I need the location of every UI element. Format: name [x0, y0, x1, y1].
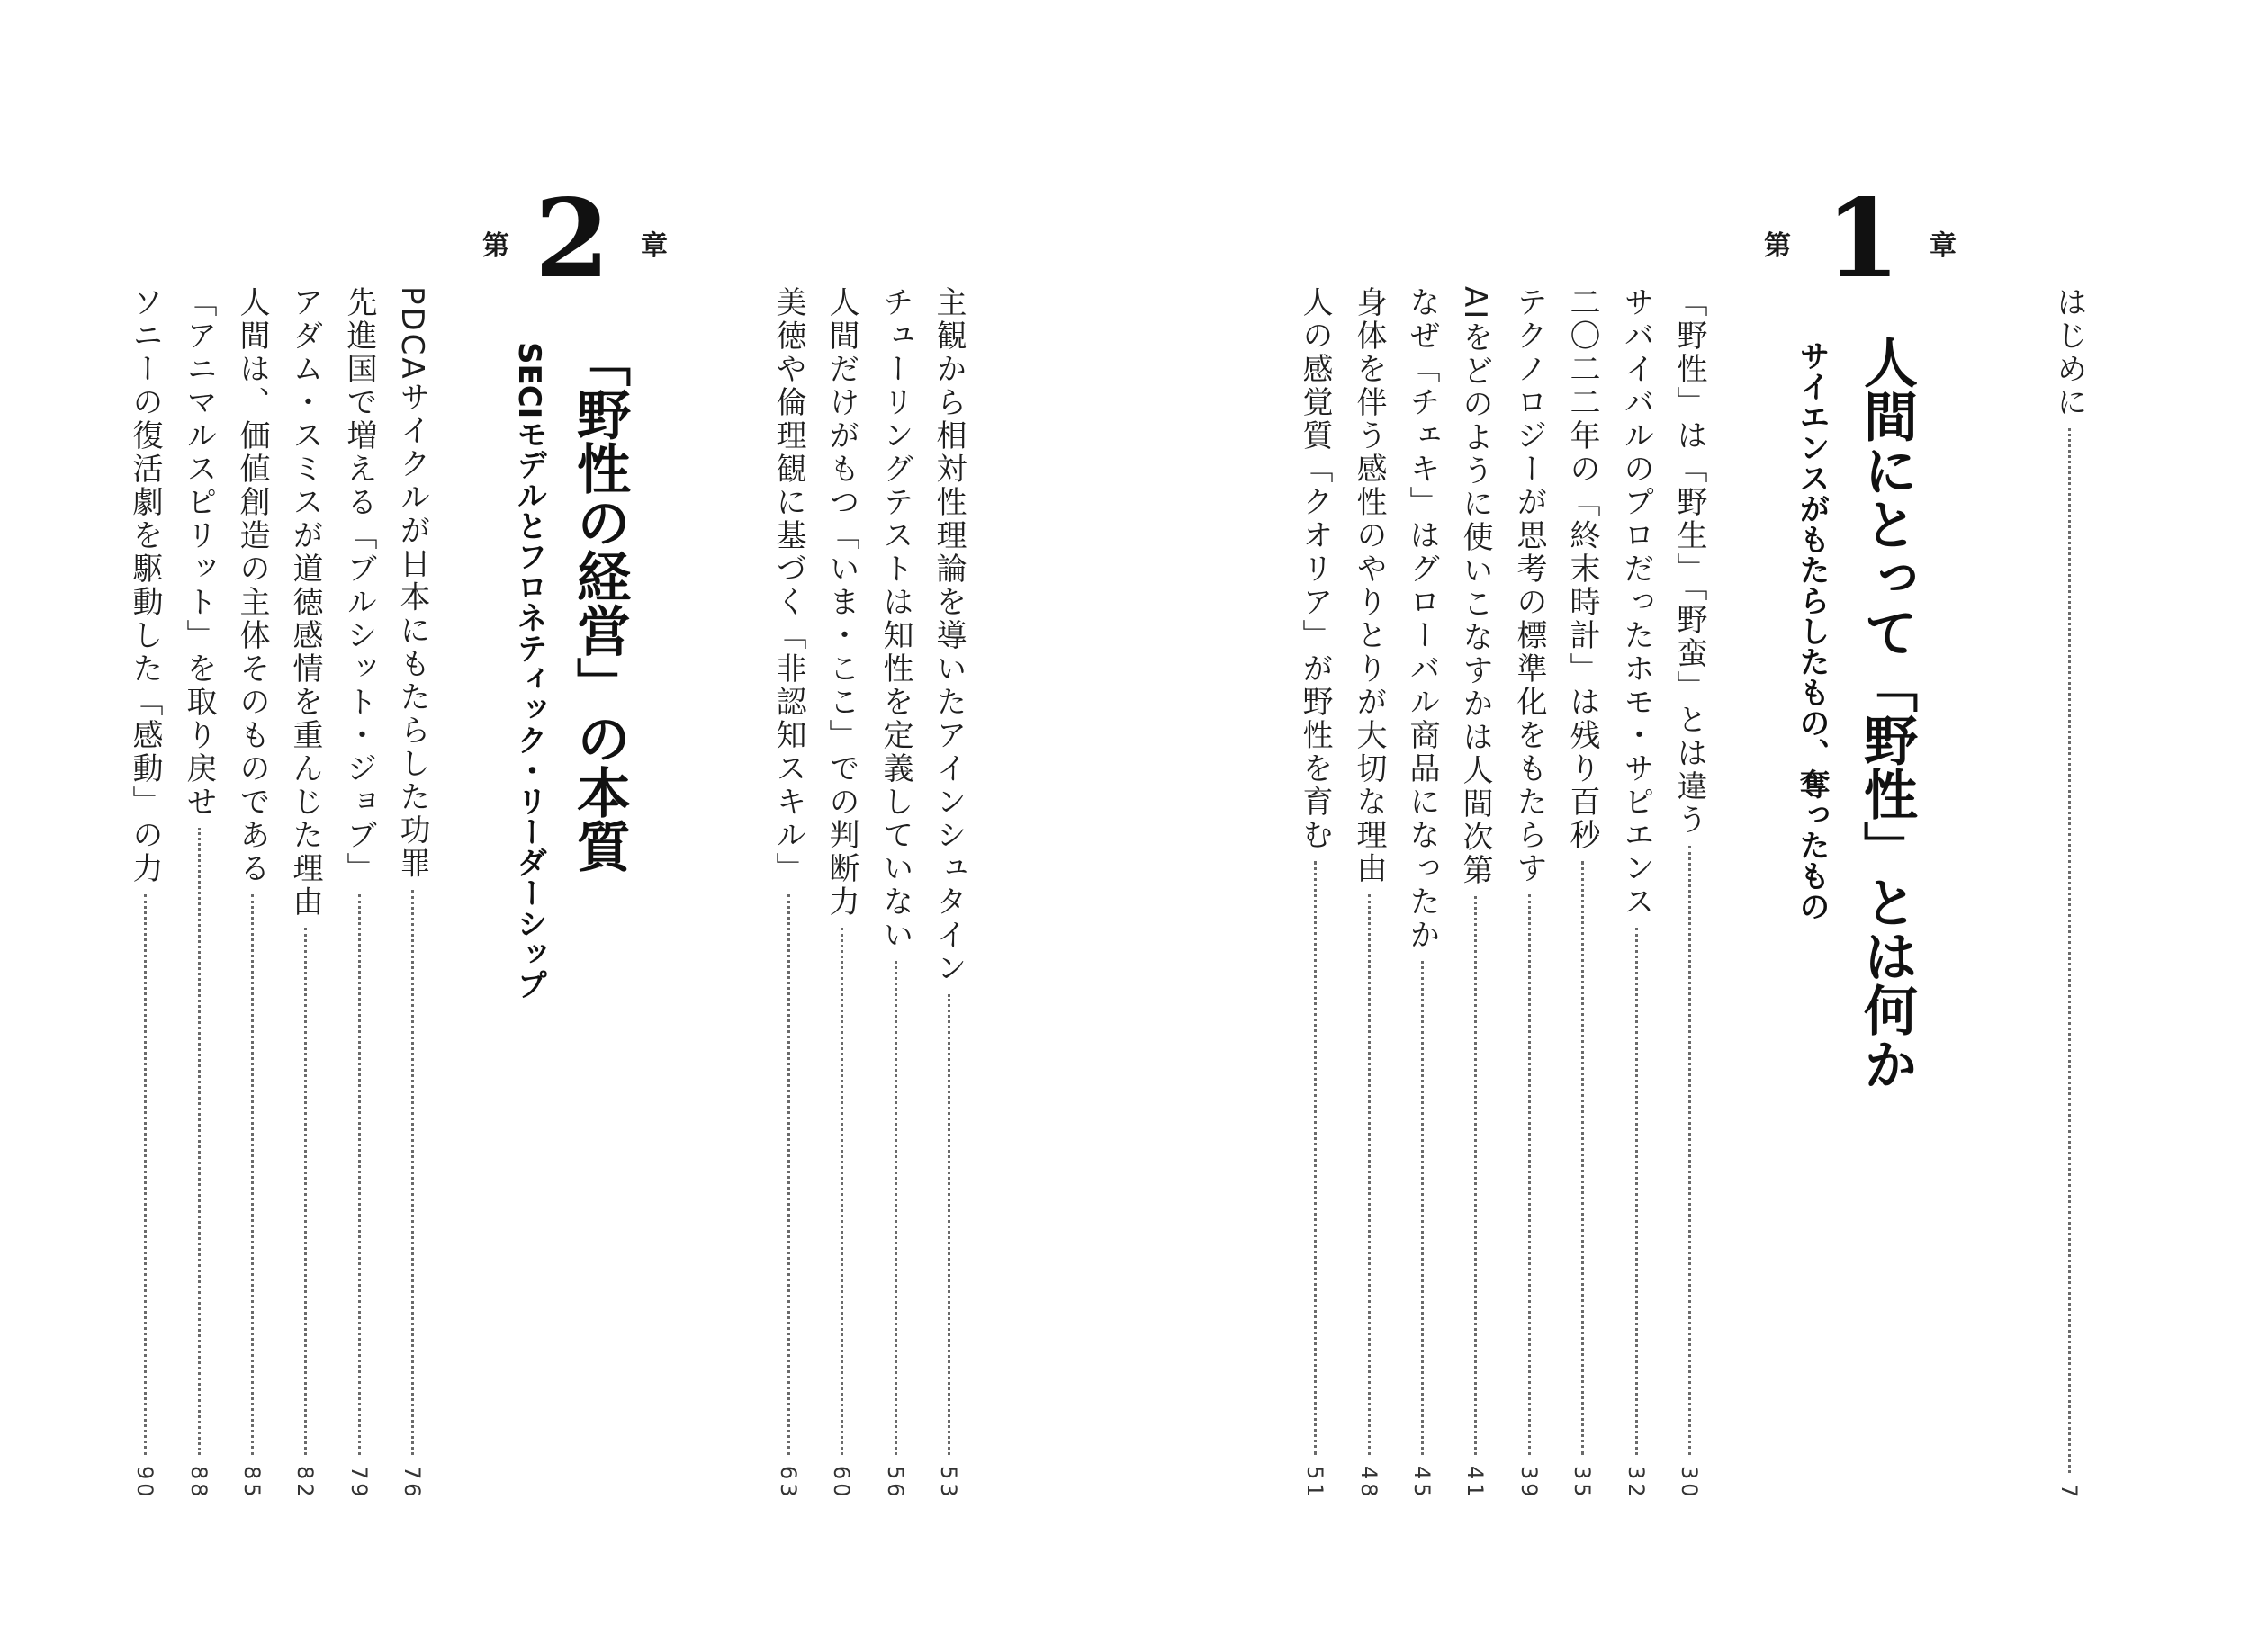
toc-entry[interactable] — [1404, 286, 1440, 1501]
toc-entry-page: 32 — [1624, 1466, 1649, 1501]
chapter2-title: 「野性の経営」の本質 — [568, 333, 631, 873]
toc-entry[interactable] — [127, 286, 163, 1501]
leader-dots — [198, 828, 201, 1455]
toc-entry-label: PDCAサイクルが日本にもたらした功罪 — [394, 286, 430, 881]
chapter1-subtitle: サイエンスがもたらしたもの、奪ったもの — [1794, 340, 1830, 921]
toc-entry-label: サバイバルのプロだったホモ・サピエンス — [1618, 286, 1654, 919]
toc-entry-page: 90 — [132, 1466, 158, 1501]
toc-entry-page: 79 — [346, 1466, 372, 1501]
chapter2-number: 2 — [535, 175, 610, 302]
leader-dots — [411, 890, 414, 1456]
toc-entry-label: 人間だけがもつ「いま・ここ」での判断力 — [824, 286, 860, 919]
toc-entry[interactable] — [287, 286, 323, 1501]
toc-entry-label: はじめに — [2051, 286, 2087, 419]
toc-entry-label: 「アニマルスピリット」を取り戻せ — [181, 286, 217, 819]
toc-entry-page: 39 — [1516, 1466, 1542, 1501]
leader-dots — [1635, 928, 1638, 1455]
toc-entry-page: 82 — [292, 1466, 318, 1501]
toc-entry-page: 76 — [400, 1466, 425, 1501]
toc-entry[interactable] — [1618, 286, 1654, 1501]
toc-entry-label: アダム・スミスが道徳感情を重んじた理由 — [287, 286, 323, 919]
leader-dots — [1688, 846, 1691, 1455]
toc-entry[interactable] — [1457, 286, 1493, 1501]
toc-entry-label: 「野性」は「野生」「野蛮」とは違う — [1671, 286, 1707, 837]
toc-entry-page: 85 — [239, 1466, 265, 1501]
chapter2-prefix: 第 — [482, 230, 509, 262]
leader-dots — [1528, 894, 1531, 1455]
leader-dots — [895, 961, 897, 1455]
leader-dots — [1581, 861, 1584, 1455]
toc-entry-label: 美徳や倫理観に基づく「非認知スキル」 — [770, 286, 806, 885]
toc-entry-label: 二〇二二年の「終末時計」は残り百秒 — [1564, 286, 1600, 852]
leader-dots — [1474, 896, 1477, 1455]
toc-entry[interactable] — [1297, 286, 1333, 1501]
toc-entry-label: テクノロジーが思考の標準化をもたらす — [1511, 286, 1547, 885]
toc-entry[interactable] — [770, 286, 806, 1501]
toc-entry-label: 先進国で増える「ブルシット・ジョブ」 — [341, 286, 377, 885]
leader-dots — [1368, 894, 1371, 1455]
toc-entry-page: 48 — [1356, 1466, 1382, 1501]
toc-entry-page: 35 — [1570, 1466, 1595, 1501]
toc-entry[interactable] — [1671, 286, 1707, 1501]
toc-entry-page: 63 — [776, 1466, 801, 1501]
toc-entry-page: 51 — [1302, 1466, 1328, 1501]
leader-dots — [2068, 428, 2071, 1473]
chapter1-number: 1 — [1825, 175, 1901, 302]
toc-entry-label: 人の感覚質「クオリア」が野性を育む — [1297, 286, 1333, 852]
toc-entry-intro[interactable] — [2051, 286, 2087, 1501]
toc-entry[interactable] — [931, 286, 967, 1501]
toc-entry-page: 41 — [1462, 1466, 1488, 1501]
leader-dots — [144, 894, 147, 1455]
chapter1-prefix: 第 — [1764, 230, 1791, 262]
chapter2-subtitle: SECIモデルとフロネティック・リーダーシップ — [511, 342, 547, 1001]
leader-dots — [1314, 861, 1317, 1455]
toc-entry-page: 60 — [829, 1466, 854, 1501]
leader-dots — [1421, 961, 1424, 1455]
leader-dots — [841, 928, 843, 1455]
leader-dots — [358, 894, 361, 1455]
toc-entry-label: 主観から相対性理論を導いたアインシュタイン — [931, 286, 967, 985]
toc-entry[interactable] — [1564, 286, 1600, 1501]
toc-entry[interactable] — [1511, 286, 1547, 1501]
leader-dots — [948, 994, 950, 1455]
toc-entry-label: 身体を伴う感性のやりとりが大切な理由 — [1351, 286, 1387, 885]
leader-dots — [304, 928, 307, 1455]
toc-entry-label: チューリングテストは知性を定義していない — [878, 286, 914, 952]
chapter2-suffix: 章 — [641, 230, 668, 262]
toc-entry-page: 7 — [2056, 1483, 2082, 1501]
toc-entry[interactable] — [878, 286, 914, 1501]
leader-dots — [788, 894, 790, 1455]
toc-entry-page: 30 — [1677, 1466, 1702, 1501]
toc-entry-label: AIをどのように使いこなすかは人間次第 — [1457, 286, 1493, 888]
toc-entry[interactable] — [824, 286, 860, 1501]
toc-entry-label: なぜ「チェキ」はグローバル商品になったか — [1404, 286, 1440, 952]
toc-entry-page: 45 — [1409, 1466, 1435, 1501]
chapter1-suffix: 章 — [1930, 230, 1957, 262]
toc-entry-label: 人間は、価値創造の主体そのものである — [234, 286, 270, 885]
toc-entry[interactable] — [1351, 286, 1387, 1501]
toc-entry-page: 53 — [936, 1466, 961, 1501]
toc-entry[interactable] — [341, 286, 377, 1501]
toc-entry[interactable] — [181, 286, 217, 1501]
chapter1-title: 人間にとって「野性」とは何か — [1855, 335, 1918, 1091]
toc-entry-page: 56 — [883, 1466, 908, 1501]
toc-entry-page: 88 — [186, 1466, 212, 1501]
leader-dots — [251, 894, 254, 1455]
toc-entry[interactable] — [234, 286, 270, 1501]
toc-entry-label: ソニーの復活劇を駆動した「感動」の力 — [127, 286, 163, 885]
toc-entry[interactable] — [394, 286, 430, 1501]
